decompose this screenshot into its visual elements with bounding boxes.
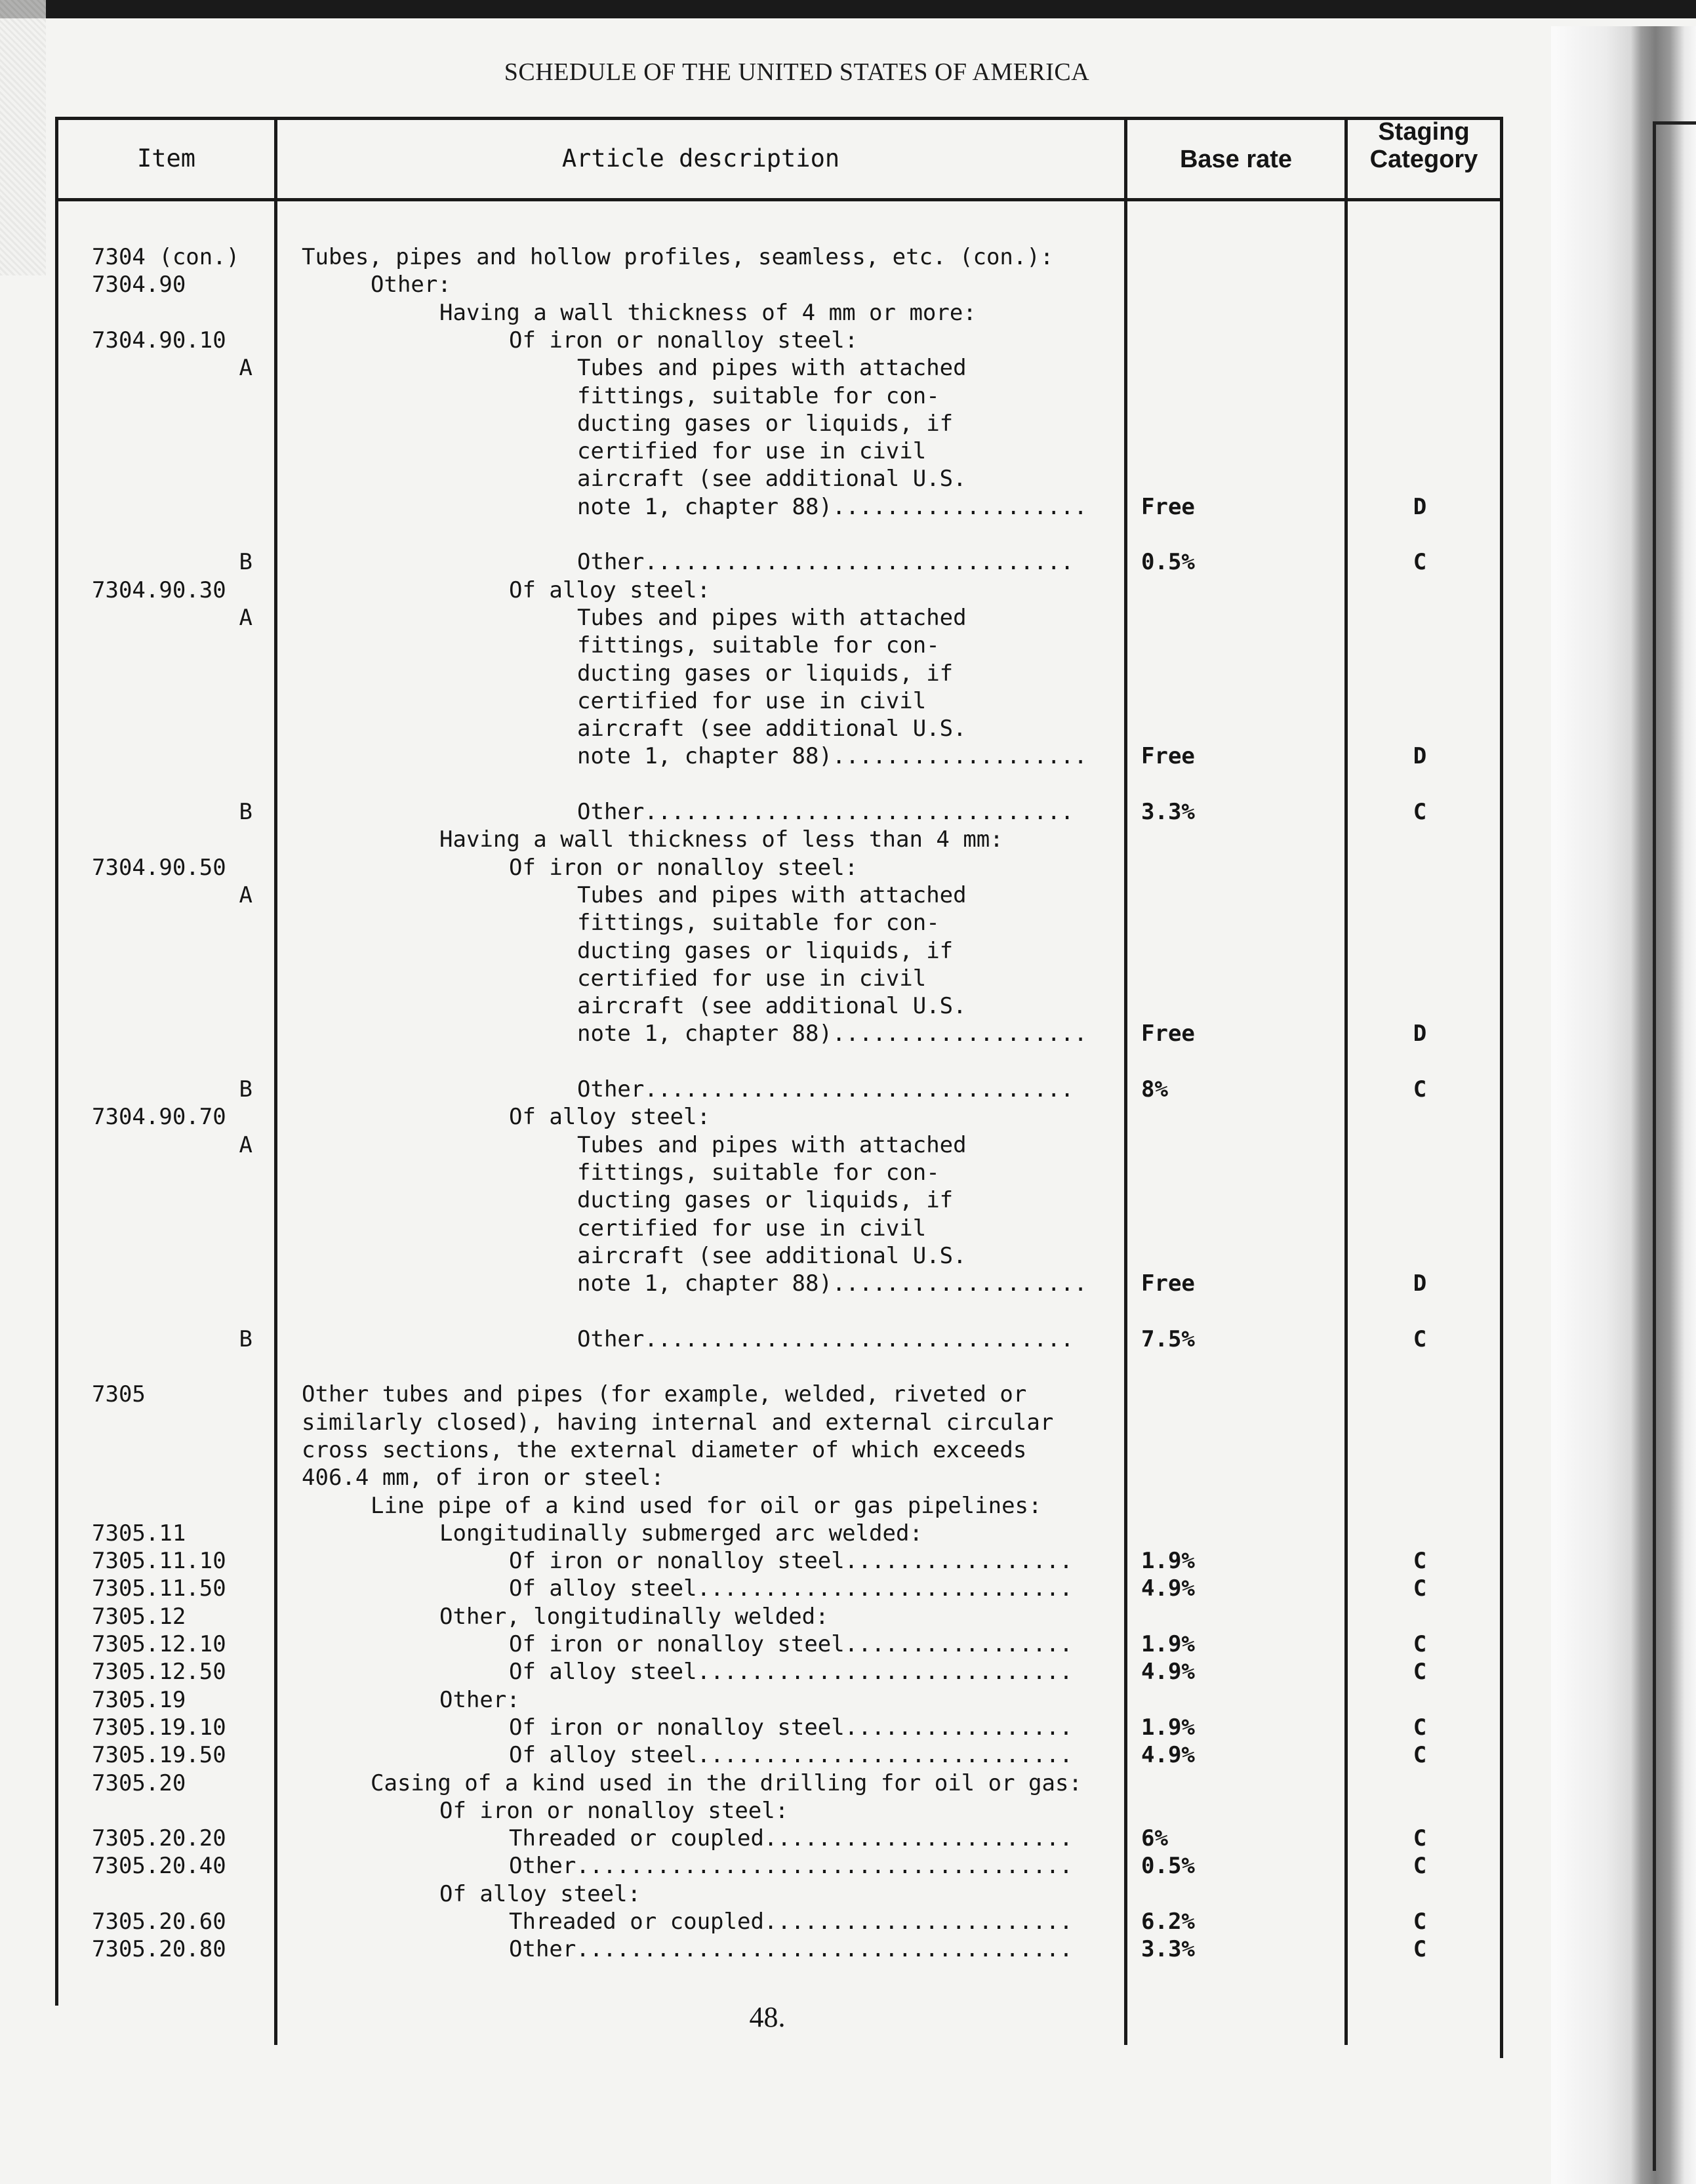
- staging-category-value: D: [1413, 1021, 1427, 1047]
- item-number: 7305.20.80: [92, 1936, 226, 1963]
- article-description: Threaded or coupled.......................: [509, 1825, 1073, 1852]
- base-rate-value: 3.3%: [1141, 799, 1195, 825]
- article-description: Of alloy steel............................: [509, 1575, 1073, 1602]
- article-description: Other:: [371, 272, 451, 298]
- base-rate-value: 0.5%: [1141, 1853, 1195, 1880]
- item-number: 7305.19: [92, 1686, 186, 1713]
- base-rate-value: Free: [1141, 743, 1195, 770]
- article-description: aircraft (see additional U.S.: [577, 716, 967, 742]
- table-row: [0, 1631, 1548, 1659]
- table-row: [0, 1548, 1548, 1575]
- staging-category-value: C: [1413, 799, 1427, 825]
- article-description: Tubes and pipes with attached: [577, 604, 967, 631]
- item-number: B: [239, 549, 252, 576]
- article-description: Of alloy steel:: [509, 1104, 711, 1131]
- table-row: [0, 1270, 1548, 1298]
- item-number: B: [239, 799, 252, 825]
- table-row: [0, 1909, 1548, 1936]
- table-row: [0, 1770, 1548, 1798]
- base-rate-value: 0.5%: [1141, 549, 1195, 576]
- table-row: [0, 743, 1548, 771]
- column-header-base-rate: Base rate: [1179, 146, 1293, 173]
- table-row: [0, 1659, 1548, 1686]
- article-description: Of iron or nonalloy steel:: [439, 1797, 789, 1824]
- article-description: Other:: [439, 1686, 520, 1713]
- adjacent-page-edge: [1653, 121, 1696, 2171]
- staging-category-value: C: [1413, 1659, 1427, 1686]
- table-row: [0, 716, 1548, 743]
- base-rate-value: Free: [1141, 1021, 1195, 1047]
- page-number: 48.: [749, 2001, 786, 2033]
- staging-category-value: C: [1413, 1909, 1427, 1935]
- table-row: [0, 466, 1548, 493]
- item-number: 7305.12: [92, 1603, 186, 1630]
- article-description: Other................................: [577, 1325, 1074, 1352]
- article-description: fittings, suitable for con-: [577, 382, 940, 409]
- item-number: 7304.90.50: [92, 854, 226, 881]
- item-number: 7305.20.60: [92, 1909, 226, 1935]
- base-rate-value: 4.9%: [1141, 1742, 1195, 1769]
- item-number: A: [239, 881, 252, 908]
- article-description: Tubes and pipes with attached: [577, 881, 967, 908]
- table-row: [0, 1104, 1548, 1131]
- table-row: [0, 1714, 1548, 1742]
- article-description: fittings, suitable for con-: [577, 1159, 940, 1186]
- table-row: [0, 1409, 1548, 1437]
- article-description: note 1, chapter 88)...................: [577, 493, 1087, 520]
- table-row: [0, 1021, 1548, 1048]
- staging-category-value: C: [1413, 1714, 1427, 1741]
- table-row: [0, 1742, 1548, 1769]
- item-number: 7305.12.10: [92, 1631, 226, 1657]
- article-description: Having a wall thickness of less than 4 mm:: [439, 826, 1003, 853]
- article-description: Of alloy steel............................: [509, 1742, 1073, 1769]
- article-description: Having a wall thickness of 4 mm or more:: [439, 299, 977, 326]
- table-row: [0, 660, 1548, 688]
- base-rate-value: 8%: [1141, 1076, 1168, 1102]
- staging-category-value: C: [1413, 1631, 1427, 1657]
- article-description: Of iron or nonalloy steel:: [509, 854, 858, 881]
- base-rate-value: 4.9%: [1141, 1575, 1195, 1602]
- article-description: note 1, chapter 88)...................: [577, 1021, 1087, 1047]
- table-row: [0, 1798, 1548, 1825]
- article-description: ducting gases or liquids, if: [577, 937, 954, 964]
- staging-category-value: C: [1413, 1936, 1427, 1963]
- table-row: [0, 411, 1548, 438]
- article-description: 406.4 mm, of iron or steel:: [302, 1465, 664, 1491]
- article-description: Other, longitudinally welded:: [439, 1603, 829, 1630]
- article-description: Of alloy steel............................: [509, 1659, 1073, 1686]
- base-rate-value: 1.9%: [1141, 1714, 1195, 1741]
- column-header-item: Item: [136, 144, 196, 172]
- article-description: Threaded or coupled.......................: [509, 1909, 1073, 1935]
- article-description: aircraft (see additional U.S.: [577, 1242, 967, 1269]
- article-description: note 1, chapter 88)...................: [577, 743, 1087, 770]
- table-row: [0, 1881, 1548, 1909]
- article-description: Of alloy steel:: [509, 576, 711, 603]
- base-rate-value: 4.9%: [1141, 1659, 1195, 1686]
- article-description: Other.....................................: [509, 1853, 1073, 1880]
- article-description: Longitudinally submerged arc welded:: [439, 1520, 923, 1547]
- item-number: 7305.11: [92, 1520, 186, 1547]
- table-row: [0, 1520, 1548, 1548]
- article-description: ducting gases or liquids, if: [577, 660, 954, 687]
- base-rate-value: 7.5%: [1141, 1325, 1195, 1352]
- table-row: [0, 910, 1548, 937]
- table-row: [0, 938, 1548, 965]
- staging-category-value: C: [1413, 1853, 1427, 1880]
- item-number: A: [239, 604, 252, 631]
- table-row: [0, 272, 1548, 299]
- article-description: Of iron or nonalloy steel.................: [509, 1714, 1073, 1741]
- article-description: Tubes and pipes with attached: [577, 355, 967, 382]
- item-number: 7305.11.50: [92, 1575, 226, 1602]
- table-row: [0, 605, 1548, 632]
- staging-category-value: C: [1413, 1548, 1427, 1575]
- table-row: [0, 799, 1548, 826]
- article-description: Other................................: [577, 799, 1074, 825]
- item-number: 7305.12.50: [92, 1659, 226, 1686]
- table-row: [0, 1243, 1548, 1270]
- article-description: Other.....................................: [509, 1936, 1073, 1963]
- article-description: Line pipe of a kind used for oil or gas pipelines:: [371, 1492, 1042, 1519]
- table-row: [0, 355, 1548, 382]
- item-number: B: [239, 1325, 252, 1352]
- table-row: [0, 1215, 1548, 1243]
- item-number: 7305.20.20: [92, 1825, 226, 1852]
- item-number: 7304.90.70: [92, 1104, 226, 1131]
- table-row: [0, 1381, 1548, 1409]
- table-row: [0, 244, 1548, 272]
- article-description: certified for use in civil: [577, 438, 927, 465]
- item-number: B: [239, 1076, 252, 1102]
- item-number: 7305.20.40: [92, 1853, 226, 1880]
- article-description: fittings, suitable for con-: [577, 910, 940, 937]
- table-row: [0, 1187, 1548, 1215]
- article-description: certified for use in civil: [577, 965, 927, 992]
- table-row: [0, 1326, 1548, 1354]
- base-rate-value: 1.9%: [1141, 1631, 1195, 1657]
- table-row: [0, 993, 1548, 1021]
- page-title: SCHEDULE OF THE UNITED STATES OF AMERICA: [504, 58, 1090, 86]
- table-row: [0, 826, 1548, 854]
- table-row: [0, 1687, 1548, 1714]
- base-rate-value: 1.9%: [1141, 1548, 1195, 1575]
- item-number: 7304.90.30: [92, 576, 226, 603]
- table-row: [0, 549, 1548, 576]
- item-number: 7304 (con.): [92, 244, 240, 270]
- base-rate-value: 3.3%: [1141, 1936, 1195, 1963]
- article-description: ducting gases or liquids, if: [577, 410, 954, 437]
- base-rate-value: 6.2%: [1141, 1909, 1195, 1935]
- table-row: [0, 688, 1548, 716]
- staging-category-value: C: [1413, 1575, 1427, 1602]
- item-number: 7304.90: [92, 272, 186, 298]
- item-number: 7304.90.10: [92, 327, 226, 354]
- table-row: [0, 1575, 1548, 1603]
- article-description: Other tubes and pipes (for example, welded, riveted or: [302, 1381, 1027, 1408]
- table-row: [0, 1465, 1548, 1492]
- table-row: [0, 1076, 1548, 1104]
- staging-category-value: D: [1413, 1270, 1427, 1297]
- article-description: Other................................: [577, 1076, 1074, 1102]
- staging-category-value: C: [1413, 1742, 1427, 1769]
- staging-category-value: D: [1413, 743, 1427, 770]
- staging-category-value: C: [1413, 1076, 1427, 1102]
- table-row: [0, 327, 1548, 355]
- article-description: certified for use in civil: [577, 687, 927, 714]
- item-number: 7305.19.50: [92, 1742, 226, 1769]
- table-row: [0, 855, 1548, 882]
- table-row: [0, 1160, 1548, 1187]
- base-rate-value: 6%: [1141, 1825, 1168, 1852]
- base-rate-value: Free: [1141, 1270, 1195, 1297]
- item-number: 7305.19.10: [92, 1714, 226, 1741]
- article-description: similarly closed), having internal and external circular: [302, 1409, 1054, 1436]
- staging-category-value: C: [1413, 549, 1427, 576]
- table-row: [0, 965, 1548, 993]
- table-row: [0, 494, 1548, 521]
- table-row: [0, 1604, 1548, 1631]
- table-row: [0, 1825, 1548, 1853]
- article-description: Other................................: [577, 549, 1074, 576]
- article-description: Tubes, pipes and hollow profiles, seamless, etc. (con.):: [302, 244, 1054, 270]
- column-header-staging-line1: Staging: [1378, 118, 1470, 146]
- staging-category-value: D: [1413, 493, 1427, 520]
- item-number: 7305.11.10: [92, 1548, 226, 1575]
- staging-category-value: C: [1413, 1825, 1427, 1852]
- table-row: [0, 438, 1548, 466]
- article-description: aircraft (see additional U.S.: [577, 993, 967, 1020]
- table-row: [0, 1493, 1548, 1520]
- article-description: Tubes and pipes with attached: [577, 1131, 967, 1158]
- article-description: Of alloy steel:: [439, 1880, 641, 1907]
- table-row: [0, 577, 1548, 605]
- item-number: A: [239, 355, 252, 382]
- table-row: [0, 1853, 1548, 1880]
- table-row: [0, 632, 1548, 660]
- column-header-staging-line2: Category: [1369, 146, 1478, 173]
- article-description: Of iron or nonalloy steel.................: [509, 1548, 1073, 1575]
- table-row: [0, 300, 1548, 327]
- staging-category-value: C: [1413, 1325, 1427, 1352]
- article-description: cross sections, the external diameter of which exceeds: [302, 1436, 1027, 1463]
- article-description: fittings, suitable for con-: [577, 632, 940, 659]
- item-number: 7305.20: [92, 1769, 186, 1796]
- table-row: [0, 1132, 1548, 1160]
- column-header-description: Article description: [561, 144, 840, 172]
- table-row: [0, 1936, 1548, 1964]
- article-description: aircraft (see additional U.S.: [577, 466, 967, 493]
- article-description: Casing of a kind used in the drilling for oil or gas:: [371, 1769, 1082, 1796]
- table-row: [0, 383, 1548, 411]
- article-description: Of iron or nonalloy steel.................: [509, 1631, 1073, 1657]
- base-rate-value: Free: [1141, 493, 1195, 520]
- item-number: A: [239, 1131, 252, 1158]
- item-number: 7305: [92, 1381, 146, 1408]
- table-row: [0, 1437, 1548, 1465]
- article-description: ducting gases or liquids, if: [577, 1187, 954, 1214]
- article-description: certified for use in civil: [577, 1215, 927, 1242]
- article-description: Of iron or nonalloy steel:: [509, 327, 858, 354]
- table-row: [0, 882, 1548, 910]
- article-description: note 1, chapter 88)...................: [577, 1270, 1087, 1297]
